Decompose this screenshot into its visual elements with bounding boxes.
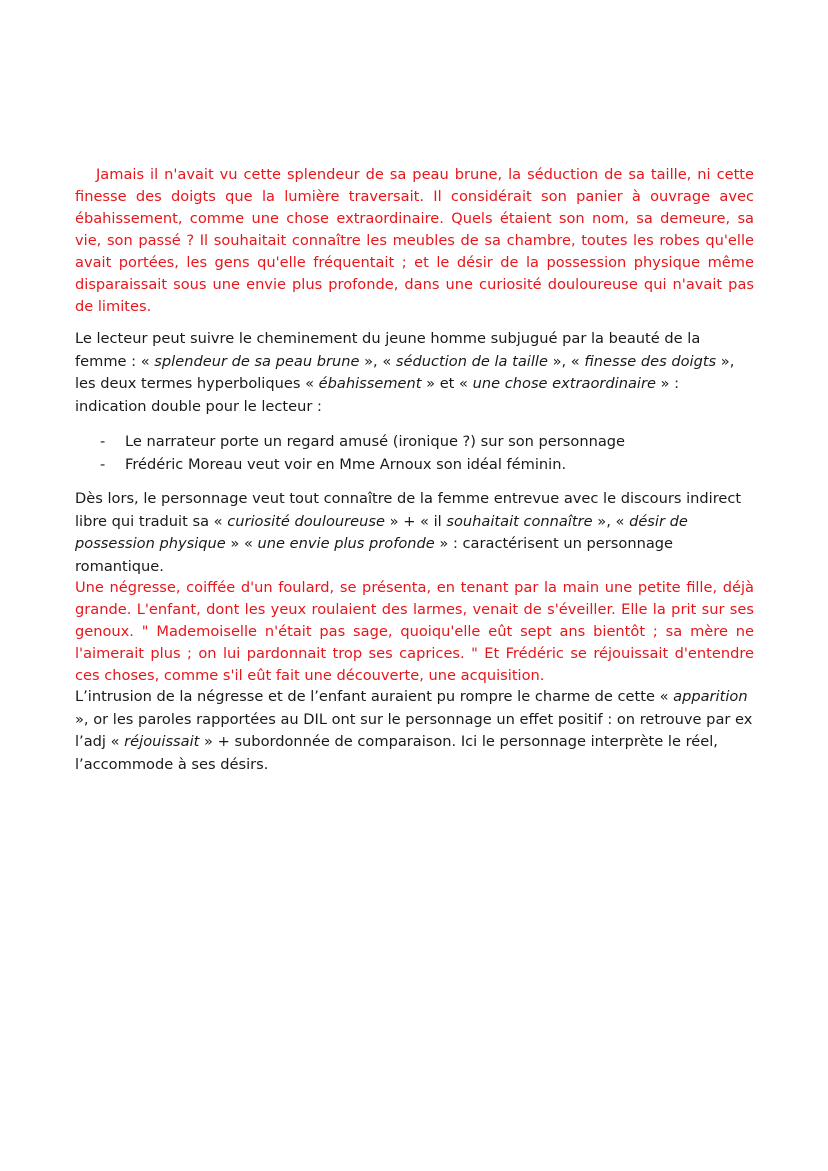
quoted-term: souhaitait connaître — [446, 512, 593, 530]
text-run: » : caractérisent un personnage romantique. — [75, 535, 674, 575]
quoted-term: une envie plus profonde — [257, 535, 435, 552]
text-run: » et « — [421, 375, 473, 392]
text-run: » + « il — [384, 512, 447, 530]
list-item-text: Frédéric Moreau veut voir en Mme Arnoux son idéal féminin. — [125, 456, 567, 473]
text-run: », « — [359, 352, 396, 370]
text-run: L’intrusion de la négresse et de l’enfant auraient pu rompre le charme de cette « — [75, 688, 674, 705]
text-run: », « — [592, 512, 630, 530]
list-item-text: Le narrateur porte un regard amusé (ironique ?) sur son personnage — [125, 433, 626, 450]
text-run: Le lecteur peut suivre le cheminement du jeune homme subjugué par la beauté de la femme : « — [75, 330, 701, 370]
quoted-term: réjouissait — [124, 733, 200, 750]
commentary-paragraph-2 — [75, 488, 754, 578]
bullet-dash: - — [100, 456, 106, 473]
list-item — [75, 430, 625, 453]
text-run: », « — [547, 352, 585, 370]
quote-paragraph-2: Une négresse, coiffée d'un foulard, se présenta, en tenant par la main une petite fille, déjà grande. L'enfant, dont les yeux roulaient des larmes, venait de s'éveiller. Elle la prit sur ses genoux. " Mademoiselle n'était pas sage, quoiqu'elle eût sept ans bientôt ; sa mère ne l'aimerait plus ; on lui pardonnait trop ses caprices. " Et Frédéric se réjouissait d'entendre ces choses, comme s'il eût fait une découverte, une acquisition. — [75, 579, 754, 684]
text-run: », or les paroles rapportées au DIL ont sur le personnage un effet positif : on retrouve par ex l’adj « — [75, 710, 753, 750]
quoted-term: curiosité douloureuse — [227, 512, 385, 530]
bullet-dash: - — [100, 433, 106, 450]
quoted-term: une chose extraordinaire — [472, 375, 656, 392]
quoted-term: finesse des doigts — [584, 352, 717, 370]
quoted-term: splendeur de sa peau brune — [154, 352, 360, 370]
text-run: » : indication double pour le lecteur : — [75, 375, 680, 415]
text-run: » + subordonnée de comparaison. Ici le personnage interprète le réel, l’accommode à ses désirs. — [75, 733, 718, 773]
commentary-paragraph-1 — [75, 328, 754, 418]
text-run: », les deux termes hyperboliques « — [75, 352, 735, 392]
list-item — [75, 453, 625, 476]
bullet-list — [75, 430, 625, 476]
commentary-paragraph-3 — [75, 686, 754, 776]
text-run: » « — [225, 535, 258, 552]
quoted-term: apparition — [673, 688, 748, 705]
quoted-term: séduction de la taille — [395, 352, 548, 370]
quote-paragraph-1: Jamais il n'avait vu cette splendeur de sa peau brune, la séduction de sa taille, ni cette finesse des doigts que la lumière traversait. Il considérait son panier à ouvrage avec ébahissement, comme une chose extraordinaire. Quels étaient son nom, sa demeure, sa vie, son passé ? Il souhaitait connaître les meubles de sa chambre, toutes les robes qu'elle avait portées, les gens qu'elle fréquentait ; et le désir de la possession physique même disparaissait sous une envie plus profonde, dans une curiosité douloureuse qui n'avait pas de limites. — [75, 166, 754, 315]
quoted-term: ébahissement — [318, 375, 422, 392]
quoted-term: désir de possession physique — [75, 512, 688, 552]
text-run: Dès lors, le personnage veut tout connaître de la femme entrevue avec le discours indirect libre qui traduit sa « — [75, 490, 742, 530]
